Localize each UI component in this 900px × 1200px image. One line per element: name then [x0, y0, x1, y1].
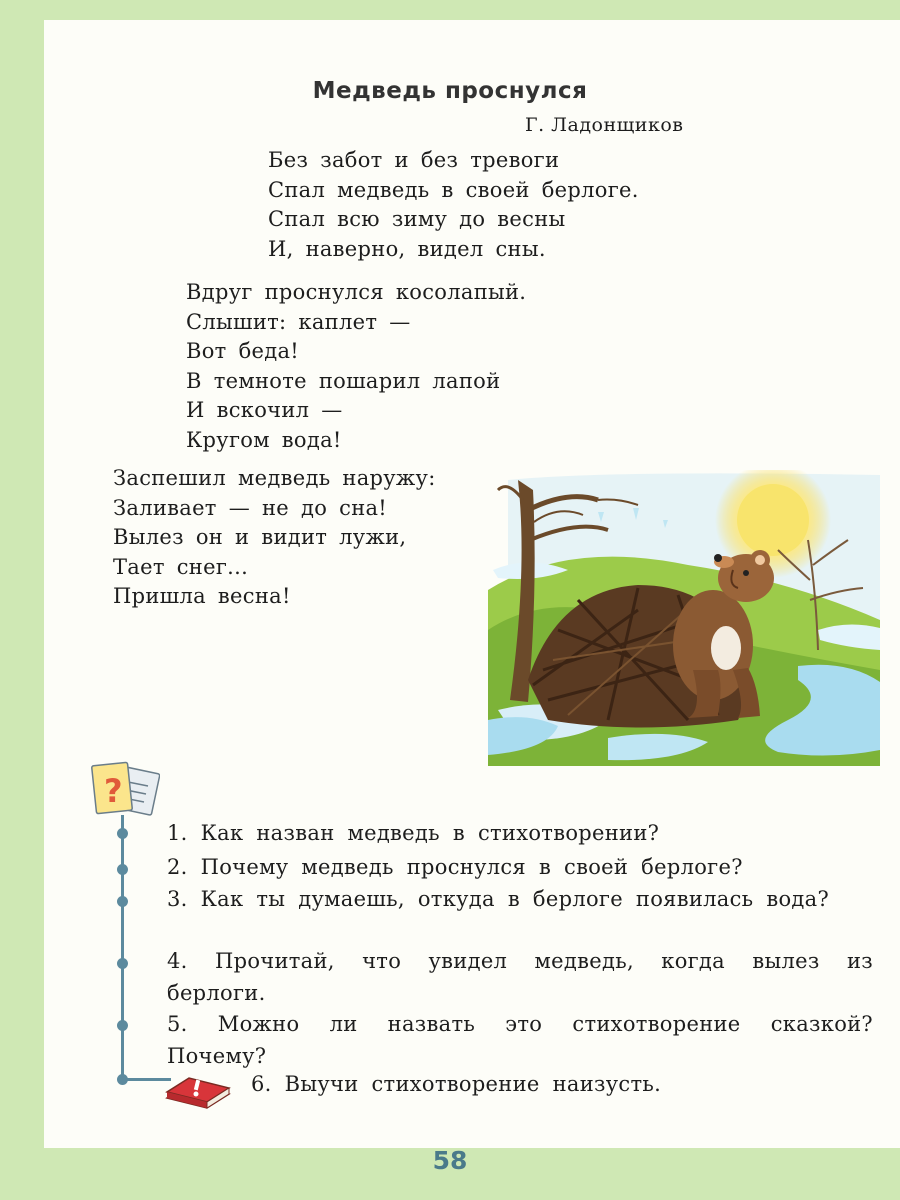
question-5: 5. Можно ли назвать это стихотворение сказкой? Почему?	[167, 1012, 873, 1068]
poem-line: Без забот и без тревоги	[268, 148, 560, 172]
svg-text:?: ?	[104, 772, 123, 810]
poem-line: Тает снег...	[113, 554, 249, 579]
poem-line: Спал всю зиму до весны	[268, 207, 566, 231]
questions-timeline	[121, 815, 124, 1081]
poem-line: Спал медведь в своей берлоге.	[268, 177, 639, 202]
bear-den-illustration	[488, 470, 880, 766]
poem-line: Кругом вода!	[186, 427, 342, 452]
poem-line: Заливает — не до сна!	[113, 495, 388, 520]
timeline-dot	[117, 896, 128, 907]
question-3: 3. Как ты думаешь, откуда в берлоге появилась вода?	[167, 887, 830, 911]
poem-line: Вылез он и видит лужи,	[113, 525, 407, 549]
poem-title: Медведь проснулся	[312, 78, 588, 104]
timeline-dot	[117, 1074, 128, 1085]
poem-line: В темноте пошарил лапой	[186, 368, 501, 393]
poem-line: И вскочил —	[186, 398, 343, 422]
timeline-dot	[117, 1020, 128, 1031]
poem-line: Вдруг проснулся косолапый.	[186, 280, 527, 304]
timeline-dot	[117, 958, 128, 969]
poem-line: Заспешил медведь наружу:	[113, 466, 436, 490]
stanza-2	[186, 278, 526, 455]
stanza-1	[268, 146, 639, 264]
page-number: 58	[432, 1146, 468, 1175]
question-1: 1. Как назван медведь в стихотворении?	[167, 821, 660, 845]
timeline-dot	[117, 864, 128, 875]
red-book-exclamation-icon	[163, 1068, 233, 1112]
poem-author: Г. Ладонщиков	[525, 114, 684, 136]
question-2: 2. Почему медведь проснулся в своей берлоге?	[167, 855, 743, 879]
poem-line: Вот беда!	[186, 339, 300, 363]
question-6: 6. Выучи стихотворение наизусть.	[251, 1072, 662, 1096]
question-cards-icon	[90, 760, 160, 824]
timeline-dot	[117, 828, 128, 839]
poem-line: Пришла весна!	[113, 584, 291, 608]
poem-line: Слышит: каплет —	[186, 309, 411, 334]
poem-line: И, наверно, видел сны.	[268, 236, 546, 261]
stanza-3	[113, 464, 436, 612]
question-4: 4. Прочитай, что увидел медведь, когда вылез из берлоги.	[167, 949, 873, 1005]
